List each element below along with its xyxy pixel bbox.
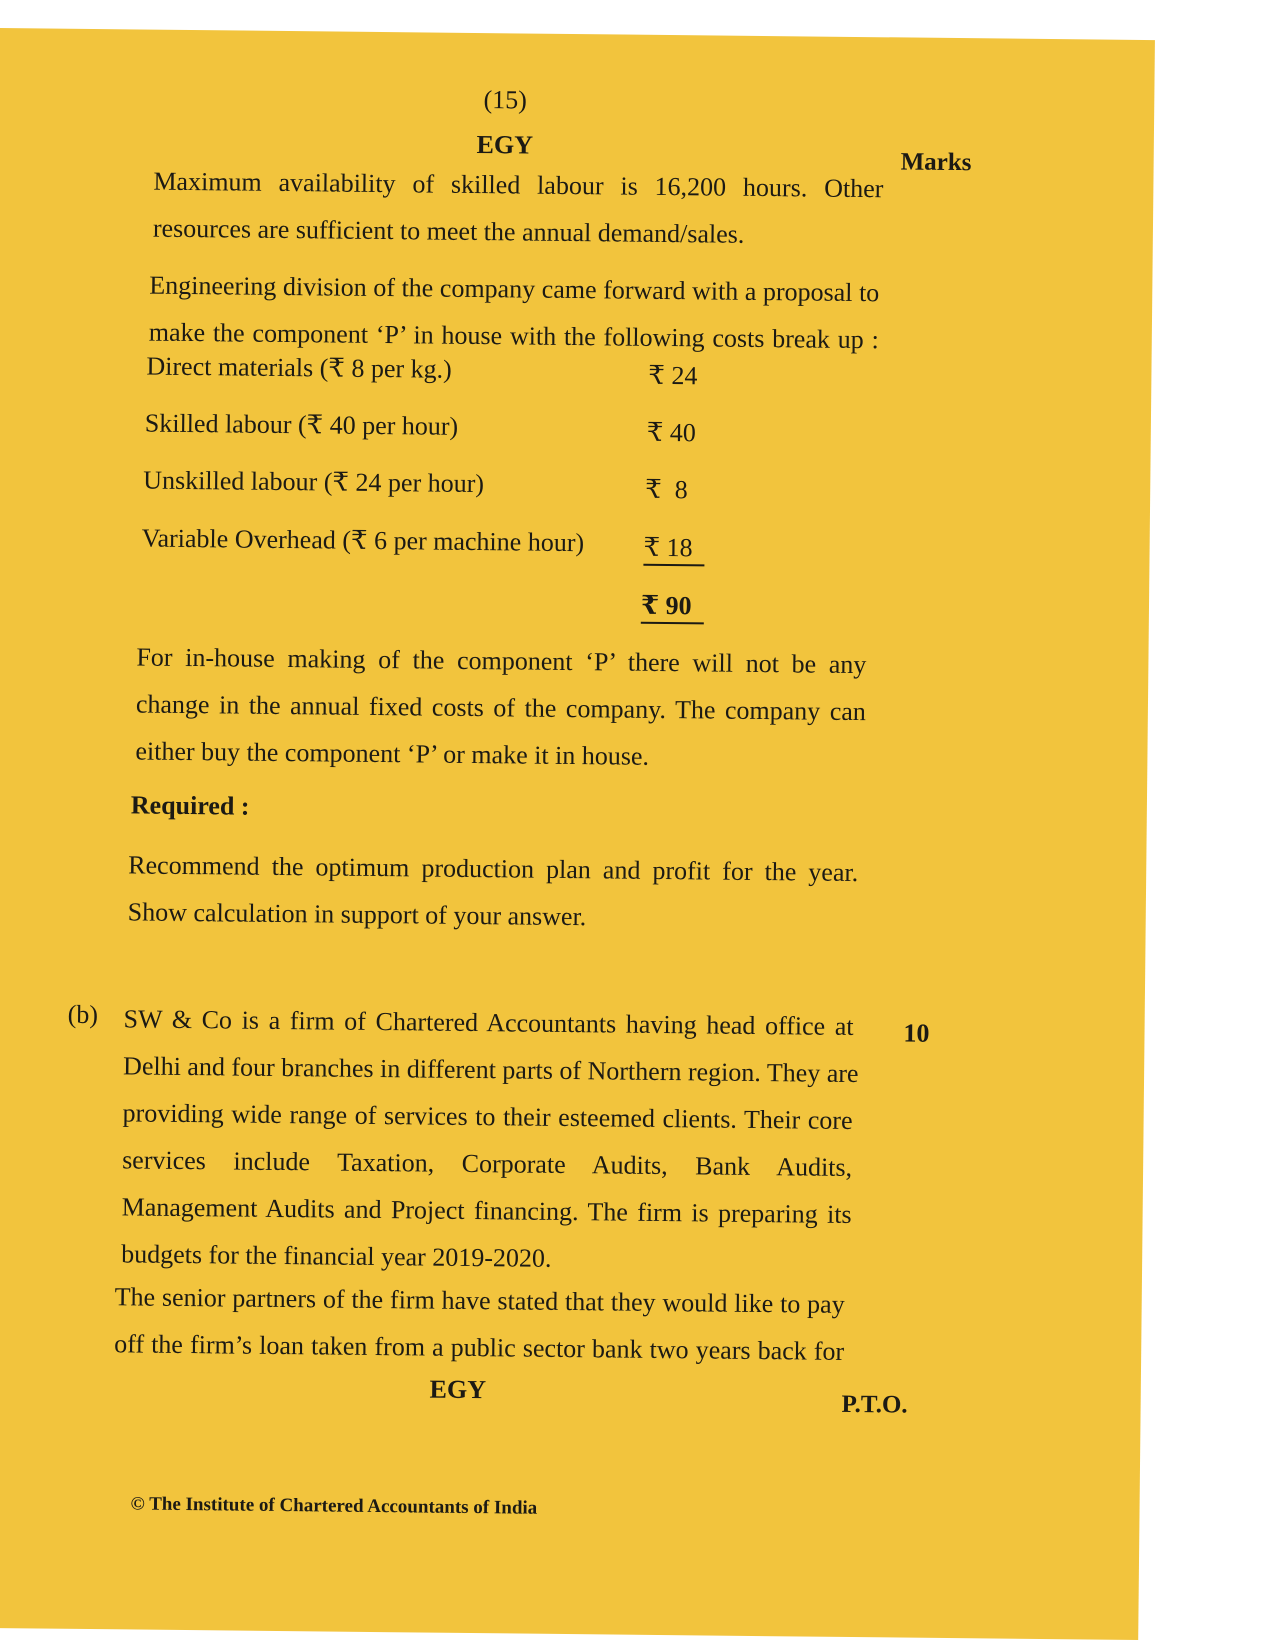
part-b-line: services include Taxation, Corporate Audits, Bank Audits,	[122, 1145, 853, 1182]
required-line: Recommend the optimum production plan and profit for the year.	[128, 850, 859, 888]
part-b-paragraph	[121, 995, 859, 1285]
paper-code: EGY	[476, 129, 534, 160]
cost-item-label: Skilled labour (₹ 40 per hour)	[144, 408, 459, 441]
cost-item-amount: ₹ 40	[646, 417, 696, 448]
part-b-line: Management Audits and Project financing. The firm is preparing its	[121, 1192, 852, 1229]
part-b-line: providing wide range of services to their esteemed clients. Their core	[122, 1098, 853, 1135]
part-b-paragraph-2	[114, 1273, 845, 1375]
part-b-line: SW & Co is a firm of Chartered Accountants having head office at	[123, 1004, 854, 1041]
cost-item-amount: ₹ 24	[648, 360, 698, 391]
intro-paragraph	[153, 158, 884, 260]
part-b-line: budgets for the financial year 2019-2020.	[121, 1239, 552, 1273]
underlined-amount: ₹ 18	[643, 533, 704, 567]
inhouse-line: either buy the component ‘P’ or make it in house.	[135, 736, 650, 771]
cost-item-label: Unskilled labour (₹ 24 per hour)	[143, 465, 485, 499]
part-b-marks: 10	[903, 1018, 930, 1048]
cost-item-amount: ₹ 8	[645, 474, 688, 505]
inhouse-line: For in-house making of the component ‘P’ there will not be any	[136, 642, 867, 680]
cost-item-amount	[643, 533, 704, 564]
part-b-line: Delhi and four branches in different parts of Northern region. They are	[122, 1051, 859, 1089]
part-b-label: (b)	[67, 999, 99, 1030]
pto-marker: P.T.O.	[841, 1390, 908, 1419]
footer-paper-code: EGY	[429, 1374, 487, 1405]
proposal-paragraph	[149, 262, 880, 364]
intro-line: resources are sufficient to meet the annual demand/sales.	[152, 213, 745, 249]
marks-heading: Marks	[900, 148, 972, 177]
page-number: (15)	[483, 85, 528, 115]
copyright-notice: © The Institute of Chartered Accountants of India	[130, 1493, 538, 1519]
part-b-line: off the firm’s loan taken from a public sector bank two years back for	[114, 1329, 845, 1366]
proposal-line: Engineering division of the company came forward with a proposal to	[149, 270, 880, 308]
inhouse-paragraph	[135, 633, 866, 782]
required-paragraph	[128, 841, 859, 943]
cost-item-label: Direct materials (₹ 8 per kg.)	[146, 351, 452, 384]
cost-total-amount: ₹ 90	[641, 591, 704, 625]
cost-total	[641, 591, 704, 622]
required-heading: Required :	[130, 790, 250, 821]
part-b-line: The senior partners of the firm have stated that they would like to pay	[114, 1282, 845, 1319]
inhouse-line: change in the annual fixed costs of the company. The company can	[135, 689, 867, 727]
cost-item-label: Variable Overhead (₹ 6 per machine hour)	[141, 523, 585, 558]
proposal-line: make the component ‘P’ in house with the following costs break up :	[148, 317, 879, 355]
required-line: Show calculation in support of your answer.	[127, 897, 587, 932]
question-paper-page	[0, 28, 1155, 1640]
intro-line: Maximum availability of skilled labour is 16,200 hours. Other	[153, 166, 884, 204]
